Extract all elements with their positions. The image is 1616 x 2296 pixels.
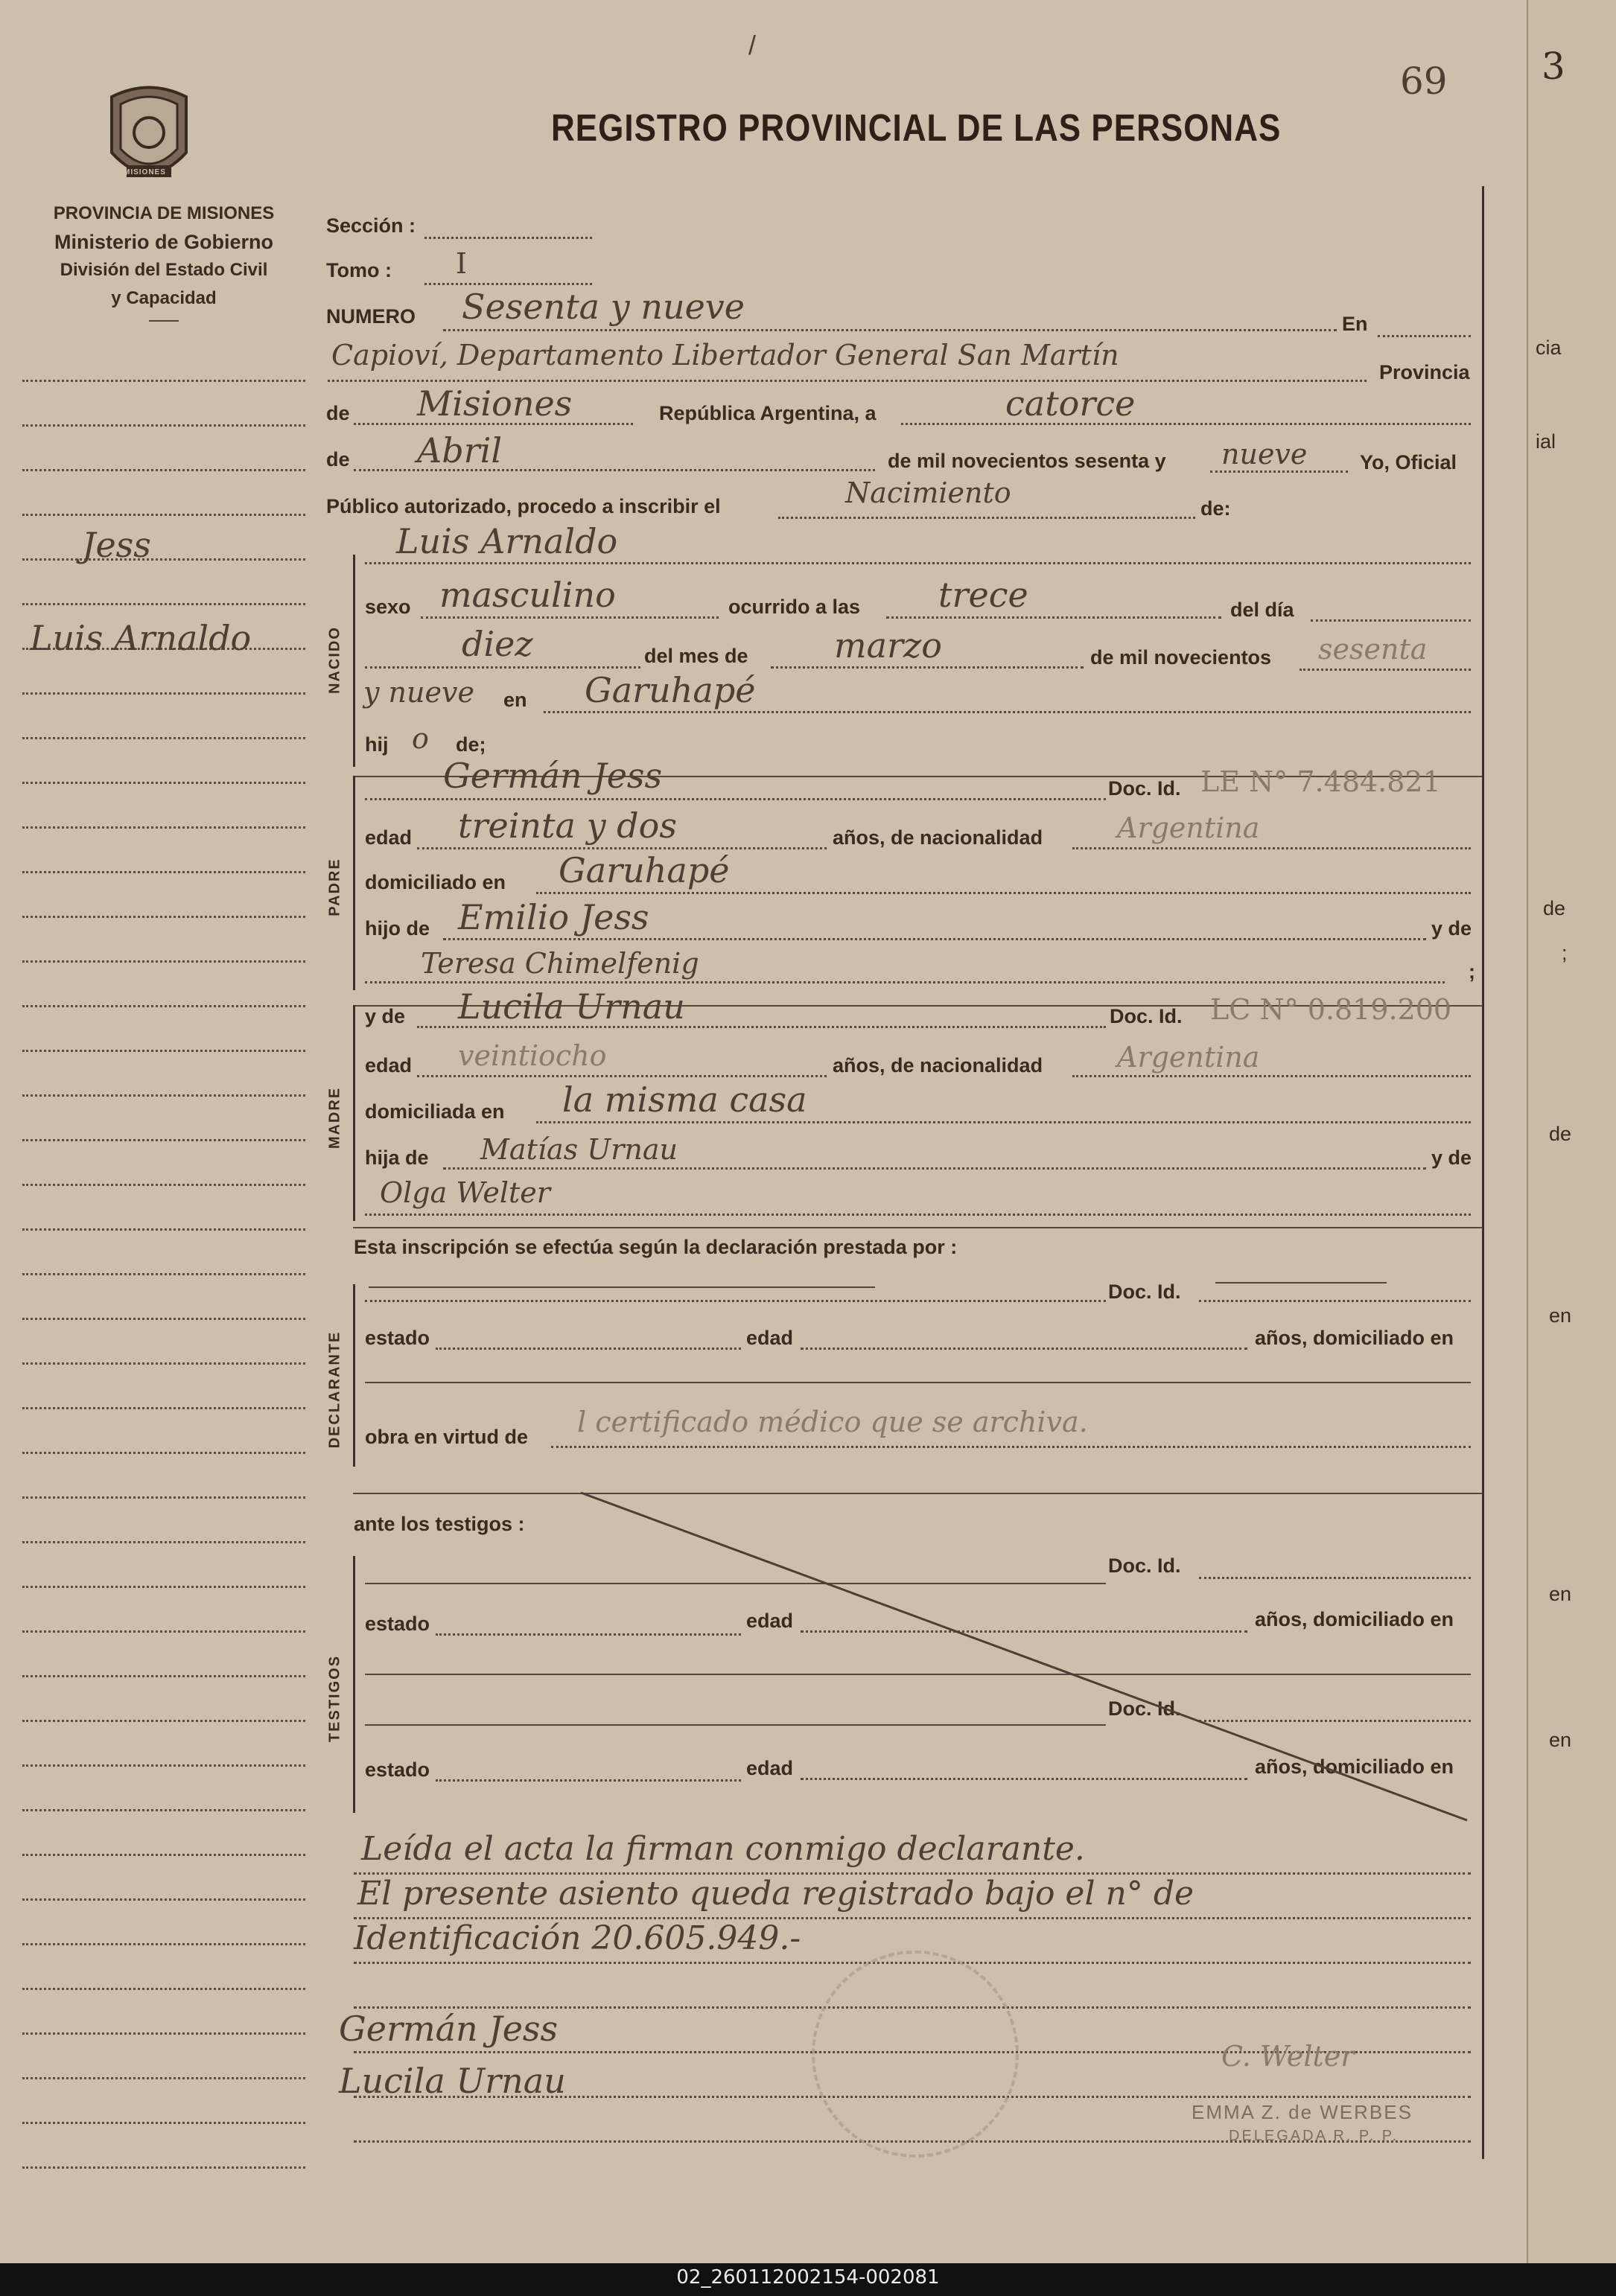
anio-value: nueve bbox=[1221, 438, 1308, 471]
padre-y-de-label: y de bbox=[1431, 917, 1472, 940]
mes-nac-value: marzo bbox=[834, 625, 942, 666]
padre-anios-label: años, de nacionalidad bbox=[833, 826, 1043, 849]
province-name: PROVINCIA DE MISIONES bbox=[53, 203, 275, 223]
padre-doc-label: Doc. Id. bbox=[1108, 777, 1181, 800]
madre-domicilio-value: la misma casa bbox=[562, 1080, 807, 1120]
stray-mark: / bbox=[748, 30, 757, 60]
de3-label: de: bbox=[1200, 497, 1231, 520]
signature-father: Germán Jess bbox=[339, 2009, 559, 2049]
dia-nac-value: diez bbox=[462, 624, 533, 664]
padre-padre-value: Emilio Jess bbox=[458, 897, 649, 937]
signature-official: C. Welter bbox=[1221, 2040, 1355, 2073]
registry-stamp bbox=[812, 1951, 1019, 2158]
adjacent-fragment-7: en bbox=[1549, 1583, 1572, 1605]
seal-label: MISIONES bbox=[124, 168, 166, 176]
milnov-label: de mil novecientos bbox=[1090, 646, 1272, 669]
madre-anios-label: años, de nacionalidad bbox=[833, 1054, 1043, 1077]
padre-section-label: PADRE bbox=[326, 858, 343, 916]
padre-nacionalidad-value: Argentina bbox=[1117, 811, 1260, 844]
hora-value: trece bbox=[938, 575, 1028, 615]
nombre-value: Luis Arnaldo bbox=[396, 521, 618, 561]
adjacent-fragment-5: de bbox=[1549, 1123, 1572, 1145]
acto-value: Nacimiento bbox=[845, 476, 1011, 509]
hijo-de-label: de; bbox=[456, 733, 486, 756]
padre-edad-value: treinta y dos bbox=[458, 806, 677, 846]
madre-madre-value: Olga Welter bbox=[380, 1176, 550, 1209]
oficial-label: Yo, Oficial bbox=[1360, 451, 1457, 473]
testigo1-edad-label: edad bbox=[746, 1610, 794, 1632]
scan-image-id: 02_260112002154-002081 bbox=[676, 2266, 940, 2289]
testigos-label: ante los testigos : bbox=[354, 1513, 525, 1535]
padre-hijo-de-label: hijo de bbox=[365, 917, 430, 940]
adjacent-fragment-4: ; bbox=[1562, 942, 1568, 964]
mes-value: Abril bbox=[417, 430, 503, 471]
testigo2-edad-label: edad bbox=[746, 1757, 794, 1779]
lugar-value: Garuhapé bbox=[585, 670, 756, 710]
de-label: de bbox=[326, 402, 350, 424]
anio-nac-value: sesenta bbox=[1318, 633, 1428, 666]
publico-label: Público autorizado, procedo a inscribir el bbox=[326, 495, 721, 517]
declarante-edad-label: edad bbox=[746, 1327, 794, 1349]
en-label: En bbox=[1342, 313, 1368, 335]
form-title: REGISTRO PROVINCIAL DE LAS PERSONAS bbox=[551, 107, 1282, 150]
seccion-label: Sección : bbox=[326, 214, 416, 237]
madre-nacionalidad-value: Argentina bbox=[1117, 1041, 1260, 1074]
declarante-domicilio-label: años, domiciliado en bbox=[1255, 1327, 1454, 1349]
closing-line-3: Identificación 20.605.949.- bbox=[354, 1919, 801, 1957]
declaracion-label: Esta inscripción se efectúa según la declaración prestada por : bbox=[354, 1236, 958, 1258]
ocurrido-label: ocurrido a las bbox=[728, 596, 861, 618]
adjacent-fragment-3: de bbox=[1543, 897, 1566, 919]
testigos-section-label: TESTIGOS bbox=[326, 1654, 343, 1743]
adjacent-fragment-6: en bbox=[1549, 1304, 1572, 1327]
adjacent-fragment-1: cia bbox=[1536, 337, 1562, 359]
madre-section-label: MADRE bbox=[326, 1086, 343, 1149]
margin-given-name: Luis Arnaldo bbox=[30, 618, 252, 658]
madre-domicilio-label: domiciliada en bbox=[365, 1100, 505, 1123]
padre-nombre-value: Germán Jess bbox=[443, 756, 663, 796]
tomo-label: Tomo : bbox=[326, 259, 392, 281]
page-number: 69 bbox=[1400, 60, 1448, 103]
adjacent-page bbox=[1527, 0, 1616, 2263]
testigo1-estado-label: estado bbox=[365, 1613, 430, 1635]
declarante-estado-label: estado bbox=[365, 1327, 430, 1349]
adjacent-fragment-8: en bbox=[1549, 1729, 1572, 1751]
madre-edad-value: veintiocho bbox=[458, 1039, 607, 1072]
dia-value: catorce bbox=[1005, 383, 1136, 424]
declarante-section-label: DECLARANTE bbox=[326, 1330, 343, 1449]
numero-value: Sesenta y nueve bbox=[462, 287, 745, 327]
official-stamp-name: EMMA Z. de WERBES bbox=[1192, 2101, 1413, 2123]
testigo1-doc-label: Doc. Id. bbox=[1108, 1554, 1181, 1577]
numero-label: NUMERO bbox=[326, 305, 416, 328]
hijo-label: hij bbox=[365, 733, 389, 756]
declarante-obra-value: l certificado médico que se archiva. bbox=[577, 1406, 1088, 1438]
hijo-value: o bbox=[412, 722, 429, 755]
padre-edad-label: edad bbox=[365, 826, 413, 849]
de2-label: de bbox=[326, 448, 350, 471]
place-value: Capioví, Departamento Libertador General San Martín bbox=[331, 339, 1119, 371]
division-name: División del Estado Civil bbox=[60, 260, 268, 280]
en-nac-label: en bbox=[503, 689, 527, 711]
deldia-label: del día bbox=[1230, 599, 1294, 621]
adjacent-page-number: 3 bbox=[1542, 45, 1565, 88]
sexo-value: masculino bbox=[439, 575, 616, 615]
declarante-doc-label: Doc. Id. bbox=[1108, 1281, 1181, 1303]
republica-label: República Argentina, a bbox=[659, 402, 877, 424]
signature-mother: Lucila Urnau bbox=[339, 2061, 566, 2101]
closing-line-2: El presente asiento queda registrado bajo el n° de bbox=[357, 1875, 1194, 1913]
madre-edad-label: edad bbox=[365, 1054, 413, 1077]
padre-domicilio-label: domiciliado en bbox=[365, 871, 506, 893]
official-stamp-role: DELEGADA R. P. P. bbox=[1229, 2128, 1399, 2144]
testigo2-estado-label: estado bbox=[365, 1758, 430, 1781]
madre-y-de2-label: y de bbox=[1431, 1147, 1472, 1169]
padre-domicilio-value: Garuhapé bbox=[559, 850, 730, 890]
testigo2-doc-label: Doc. Id. bbox=[1108, 1697, 1181, 1720]
provincia-value: Misiones bbox=[417, 383, 573, 424]
padre-semicolon: ; bbox=[1469, 960, 1475, 983]
anio2-nac-value: y nueve bbox=[363, 676, 474, 709]
margin-surname: Jess bbox=[82, 525, 151, 565]
padre-madre-value: Teresa Chimelfenig bbox=[421, 947, 699, 980]
delmes-label: del mes de bbox=[644, 645, 748, 667]
madre-y-de-label: y de bbox=[365, 1005, 406, 1027]
tomo-value: I bbox=[456, 247, 468, 280]
madre-doc-value: LC N° 0.819.200 bbox=[1210, 993, 1452, 1026]
anio-label: de mil novecientos sesenta y bbox=[888, 450, 1166, 472]
testigo1-domicilio-label: años, domiciliado en bbox=[1255, 1608, 1454, 1630]
madre-nombre-value: Lucila Urnau bbox=[458, 986, 685, 1027]
testigo2-domicilio-label: años, domiciliado en bbox=[1255, 1756, 1454, 1778]
sexo-label: sexo bbox=[365, 596, 411, 618]
provincia-label: Provincia bbox=[1379, 361, 1470, 383]
declarante-obra-label: obra en virtud de bbox=[365, 1426, 529, 1448]
madre-doc-label: Doc. Id. bbox=[1110, 1005, 1183, 1027]
closing-line-1: Leída el acta la firman conmigo declarante. bbox=[361, 1830, 1085, 1868]
adjacent-fragment-2: ial bbox=[1536, 430, 1556, 453]
padre-doc-value: LE N° 7.484.821 bbox=[1200, 765, 1441, 798]
ministry-name: Ministerio de Gobierno bbox=[54, 231, 274, 253]
madre-hija-de-label: hija de bbox=[365, 1147, 429, 1169]
nacido-section-label: NACIDO bbox=[326, 626, 343, 694]
madre-padre-value: Matías Urnau bbox=[480, 1133, 678, 1166]
capacity-name: y Capacidad bbox=[111, 288, 217, 308]
